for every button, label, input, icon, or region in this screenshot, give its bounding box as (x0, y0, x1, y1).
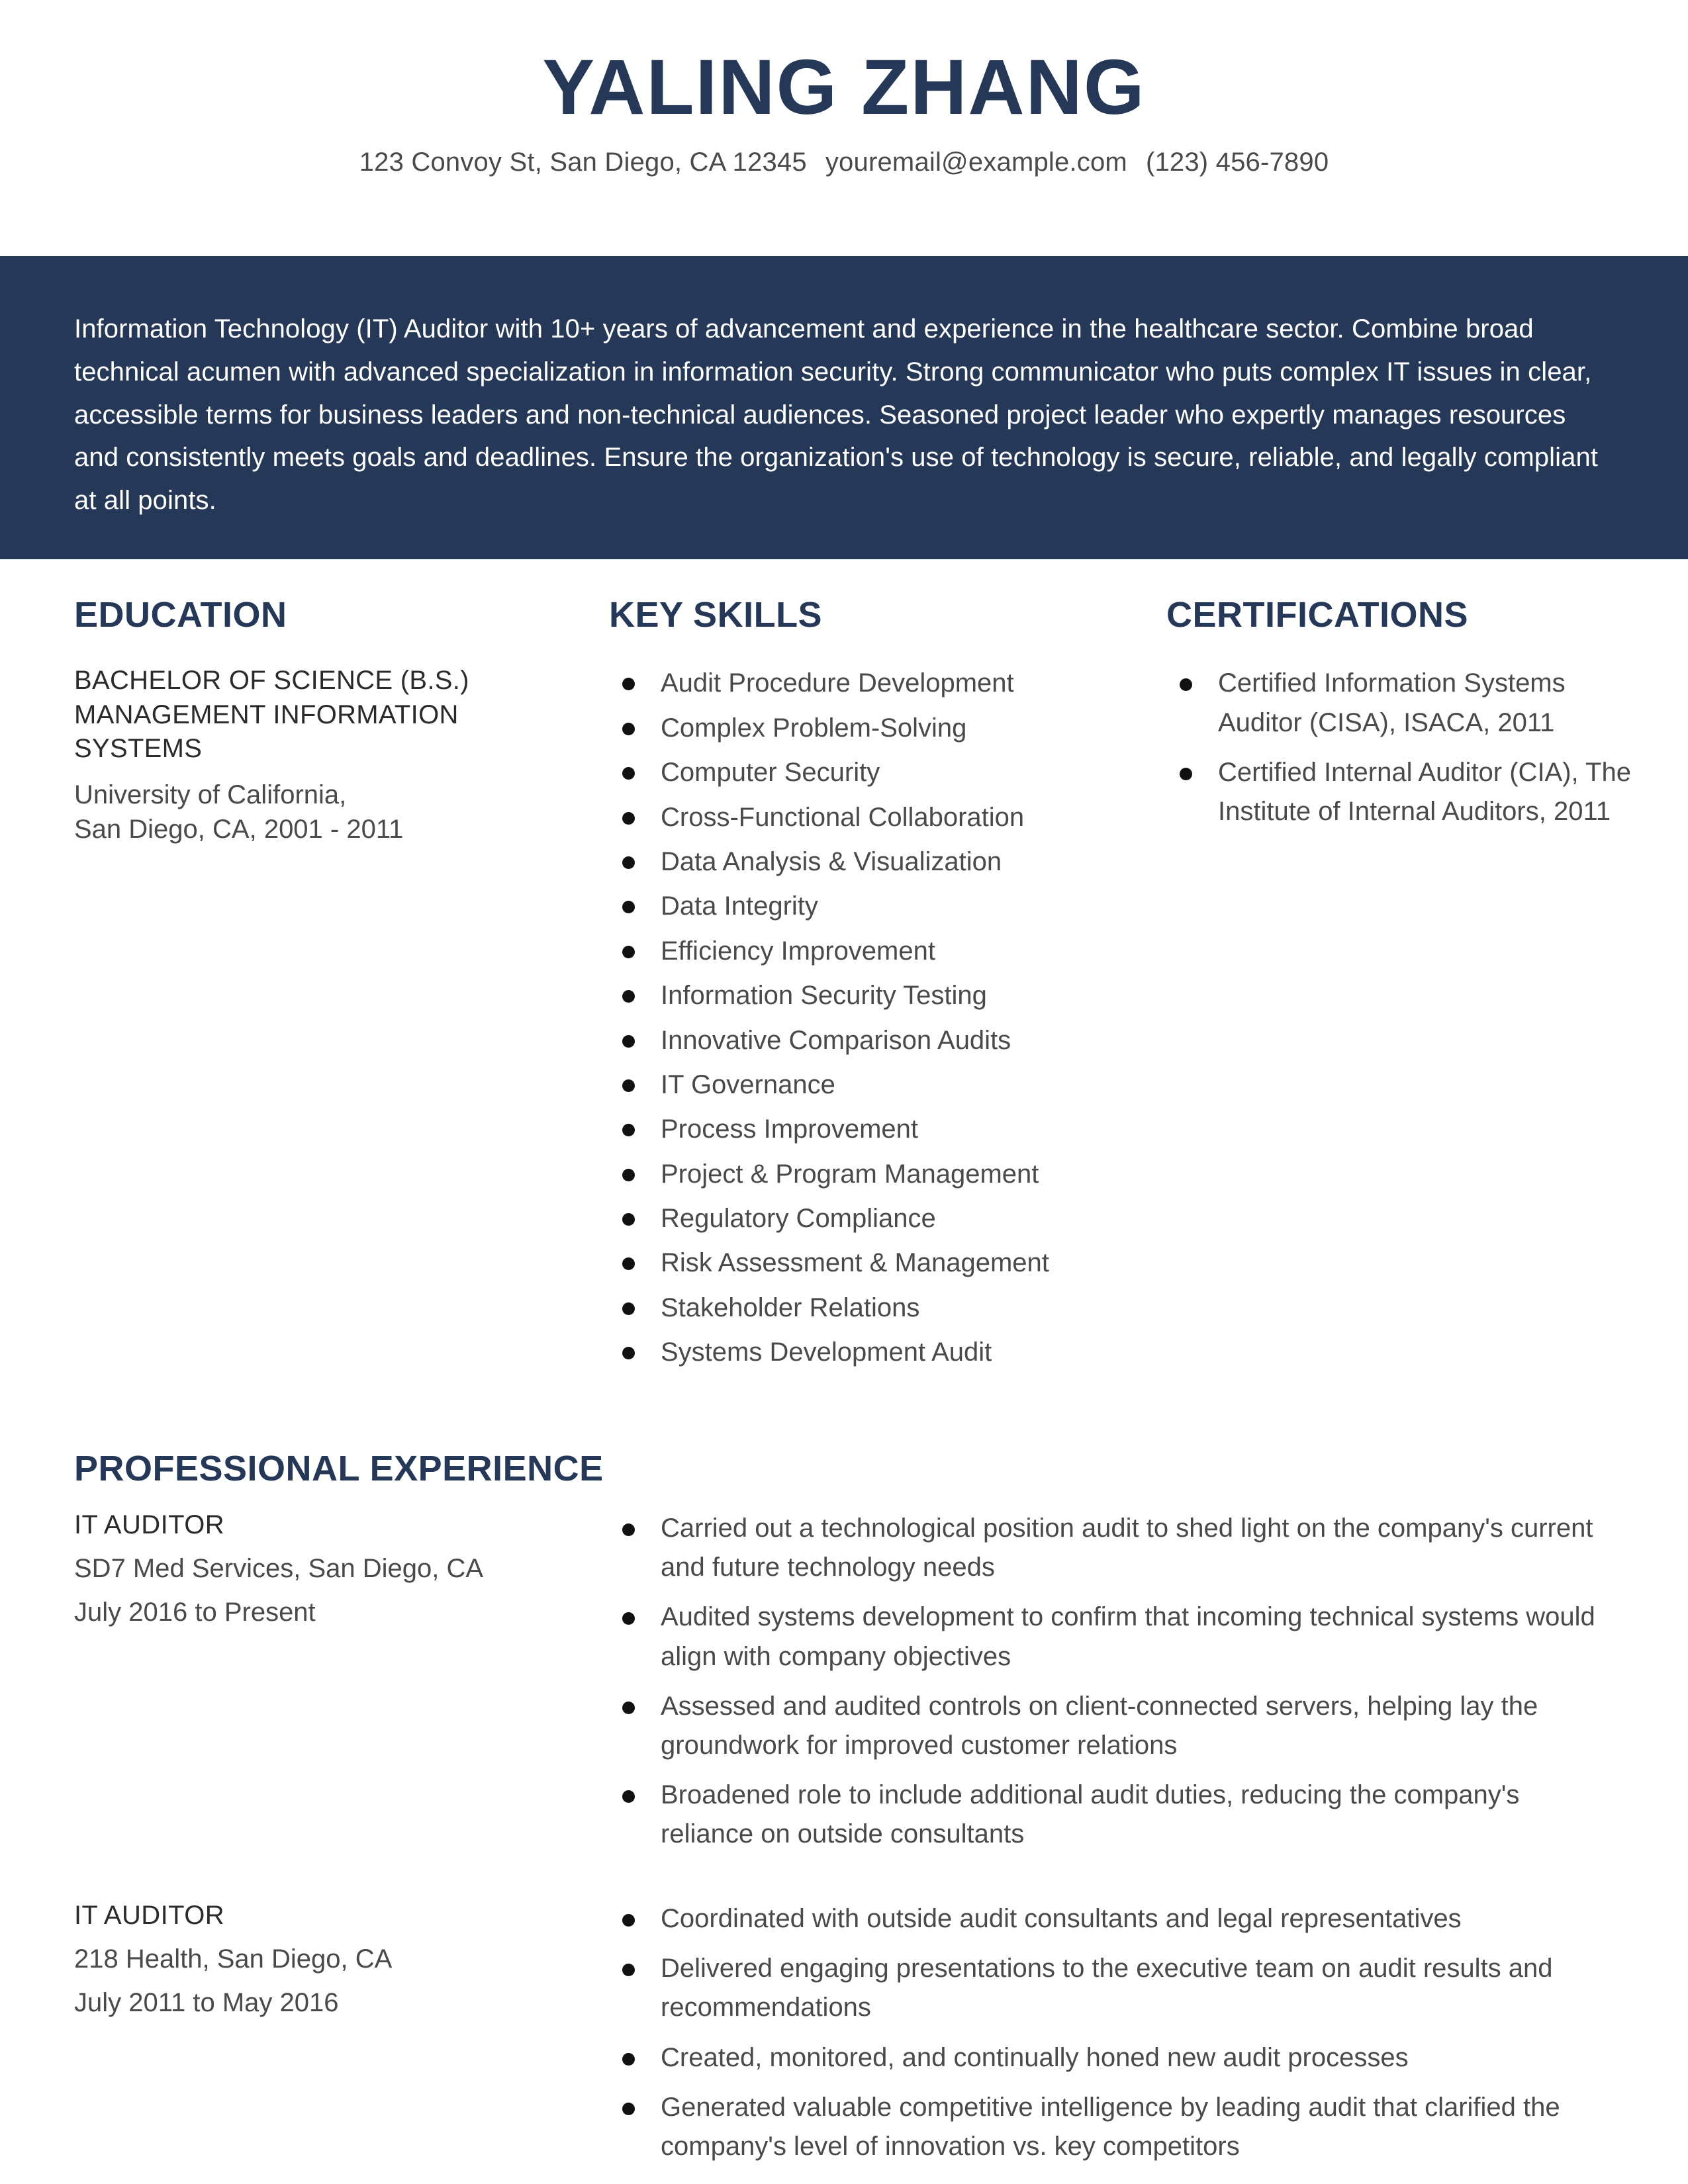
key-skills-heading: KEY SKILLS (609, 595, 823, 635)
key-skill-item (609, 1244, 1132, 1282)
education-column (74, 596, 590, 846)
job-bullet-item-text: Carried out a technological position audit to shed light on the company's current and future technology needs (661, 1514, 1593, 1582)
bullet-dot-icon (622, 812, 635, 825)
bullet-dot-icon (622, 1035, 635, 1048)
key-skill-item-text: Systems Development Audit (661, 1338, 992, 1367)
bullet-dot-icon (622, 1347, 635, 1359)
contact-email: youremail@example.com (825, 148, 1127, 177)
bullet-dot-icon (622, 723, 635, 735)
job-bullet-item-text: Generated valuable competitive intelligence by leading audit that clarified the company's level of innovation vs. key competitors (661, 2092, 1560, 2161)
key-skills-list (609, 664, 1132, 1371)
job-bullet-item-text: Delivered engaging presentations to the executive team on audit results and recommendations (661, 1954, 1553, 2023)
job-bullet-item (609, 1598, 1602, 1676)
key-skill-item-text: Innovative Comparison Audits (661, 1025, 1011, 1055)
bullet-dot-icon (622, 1213, 635, 1226)
candidate-name: YALING ZHANG (542, 44, 1146, 131)
job-bullet-list (609, 1509, 1602, 1854)
key-skill-item-text: IT Governance (661, 1069, 835, 1099)
key-skill-item-text: Audit Procedure Development (661, 668, 1014, 698)
bullet-dot-icon (622, 678, 635, 690)
bullet-dot-icon (622, 1612, 635, 1625)
bullet-dot-icon (622, 1079, 635, 1092)
job-dates: July 2011 to May 2016 (74, 1988, 339, 2017)
bullet-dot-icon (1180, 678, 1192, 691)
certification-item-text: Certified Information Systems Auditor (CISA), ISACA, 2011 (1218, 668, 1566, 737)
key-skills-column (609, 596, 1132, 1378)
job-bullet-item (609, 2038, 1602, 2077)
bullet-dot-icon (622, 1302, 635, 1315)
job-bullet-list (609, 1899, 1602, 2166)
job-responsibilities (609, 1899, 1602, 2177)
key-skill-item (609, 709, 1132, 747)
education-heading: EDUCATION (74, 595, 287, 635)
professional-experience-heading: PROFESSIONAL EXPERIENCE (74, 1449, 604, 1488)
job-bullet-item (609, 1949, 1602, 2027)
education-degree: BACHELOR OF SCIENCE (B.S.) MANAGEMENT INFORMATION SYSTEMS (74, 666, 469, 763)
professional-summary: Information Technology (IT) Auditor with 10+ years of advancement and experience in the healthcare sector. Combine broad technical acumen with advanced specialization in information security. Strong communicator who puts complex IT issues in clear, accessible terms for business leaders and non-technical audiences. Seasoned project leader who expertly manages resources and consistently meets goals and deadlines. Ensure the organization's use of technology is secure, reliable, and legally compliant at all points. (74, 314, 1599, 516)
job-company: SD7 Med Services, San Diego, CA (74, 1554, 484, 1583)
bullet-dot-icon (622, 767, 635, 780)
key-skill-item (609, 1021, 1132, 1060)
bullet-dot-icon (622, 2053, 635, 2066)
bullet-dot-icon (622, 1257, 635, 1270)
bullet-dot-icon (622, 1964, 635, 1976)
job-role: IT AUDITOR (74, 1901, 225, 1930)
bullet-dot-icon (622, 901, 635, 913)
key-skill-item (609, 1066, 1132, 1104)
job-role: IT AUDITOR (74, 1510, 225, 1539)
certifications-heading: CERTIFICATIONS (1166, 595, 1468, 635)
key-skill-item (609, 1199, 1132, 1238)
key-skill-item (609, 932, 1132, 970)
job-bullet-item-text: Audited systems development to confirm that incoming technical systems would align with company objectives (661, 1602, 1595, 1671)
key-skill-item-text: Process Improvement (661, 1115, 919, 1144)
key-skill-item (609, 1289, 1132, 1327)
job-bullet-item (609, 2088, 1602, 2166)
key-skill-item (609, 1333, 1132, 1371)
certification-item-text: Certified Internal Auditor (CIA), The Institute of Internal Auditors, 2011 (1218, 757, 1631, 826)
key-skill-item-text: Risk Assessment & Management (661, 1248, 1049, 1278)
key-skill-item-text: Stakeholder Relations (661, 1293, 920, 1322)
certifications-list (1166, 664, 1643, 831)
job-bullet-item-text: Assessed and audited controls on client-connected servers, helping lay the groundwork for improved customer relations (661, 1691, 1538, 1760)
contact-phone: (123) 456-7890 (1145, 148, 1329, 177)
job-company: 218 Health, San Diego, CA (74, 1944, 393, 1974)
bullet-dot-icon (622, 990, 635, 1003)
job-meta (74, 1509, 577, 1639)
bullet-dot-icon (622, 1702, 635, 1714)
bullet-dot-icon (622, 1914, 635, 1927)
bullet-dot-icon (622, 1169, 635, 1181)
bullet-dot-icon (622, 2103, 635, 2115)
key-skill-item-text: Complex Problem-Solving (661, 713, 967, 743)
key-skill-item-text: Cross-Functional Collaboration (661, 802, 1025, 832)
key-skill-item-text: Regulatory Compliance (661, 1204, 936, 1234)
education-school-line-2: San Diego, CA, 2001 - 2011 (74, 814, 404, 844)
education-school-line-1: University of California, (74, 780, 347, 809)
bullet-dot-icon (622, 1524, 635, 1536)
bullet-dot-icon (622, 1790, 635, 1803)
bullet-dot-icon (622, 1124, 635, 1136)
job-meta (74, 1899, 577, 2029)
key-skill-item (609, 887, 1132, 925)
job-bullet-item (609, 1687, 1602, 1765)
job-dates: July 2016 to Present (74, 1598, 316, 1627)
bullet-dot-icon (622, 946, 635, 958)
key-skill-item (609, 798, 1132, 837)
job-bullet-item-text: Created, monitored, and continually honed new audit processes (661, 2042, 1409, 2072)
job-bullet-item (609, 1509, 1602, 1587)
contact-line (0, 148, 1688, 177)
job-bullet-item-text: Broadened role to include additional audit duties, reducing the company's reliance on outside consultants (661, 1780, 1520, 1849)
job-bullet-item (609, 1776, 1602, 1854)
certification-item (1166, 753, 1643, 831)
contact-address: 123 Convoy St, San Diego, CA 12345 (359, 148, 807, 177)
key-skill-item-text: Efficiency Improvement (661, 936, 935, 966)
job-responsibilities (609, 1509, 1602, 1865)
key-skill-item (609, 1155, 1132, 1193)
certification-item (1166, 664, 1643, 742)
bullet-dot-icon (1180, 768, 1192, 780)
key-skill-item-text: Data Integrity (661, 891, 818, 921)
key-skill-item (609, 664, 1132, 702)
key-skill-item (609, 753, 1132, 792)
job-bullet-item-text: Coordinated with outside audit consultants and legal representatives (661, 1904, 1462, 1933)
key-skill-item-text: Project & Program Management (661, 1159, 1039, 1189)
key-skill-item-text: Information Security Testing (661, 981, 987, 1011)
certifications-column (1166, 596, 1643, 842)
key-skill-item (609, 1110, 1132, 1148)
key-skill-item-text: Data Analysis & Visualization (661, 846, 1002, 876)
key-skill-item-text: Computer Security (661, 758, 880, 788)
summary-band (0, 256, 1688, 559)
key-skill-item (609, 976, 1132, 1015)
job-bullet-item (609, 1899, 1602, 1938)
key-skill-item (609, 842, 1132, 881)
bullet-dot-icon (622, 856, 635, 869)
resume-header (0, 0, 1688, 177)
